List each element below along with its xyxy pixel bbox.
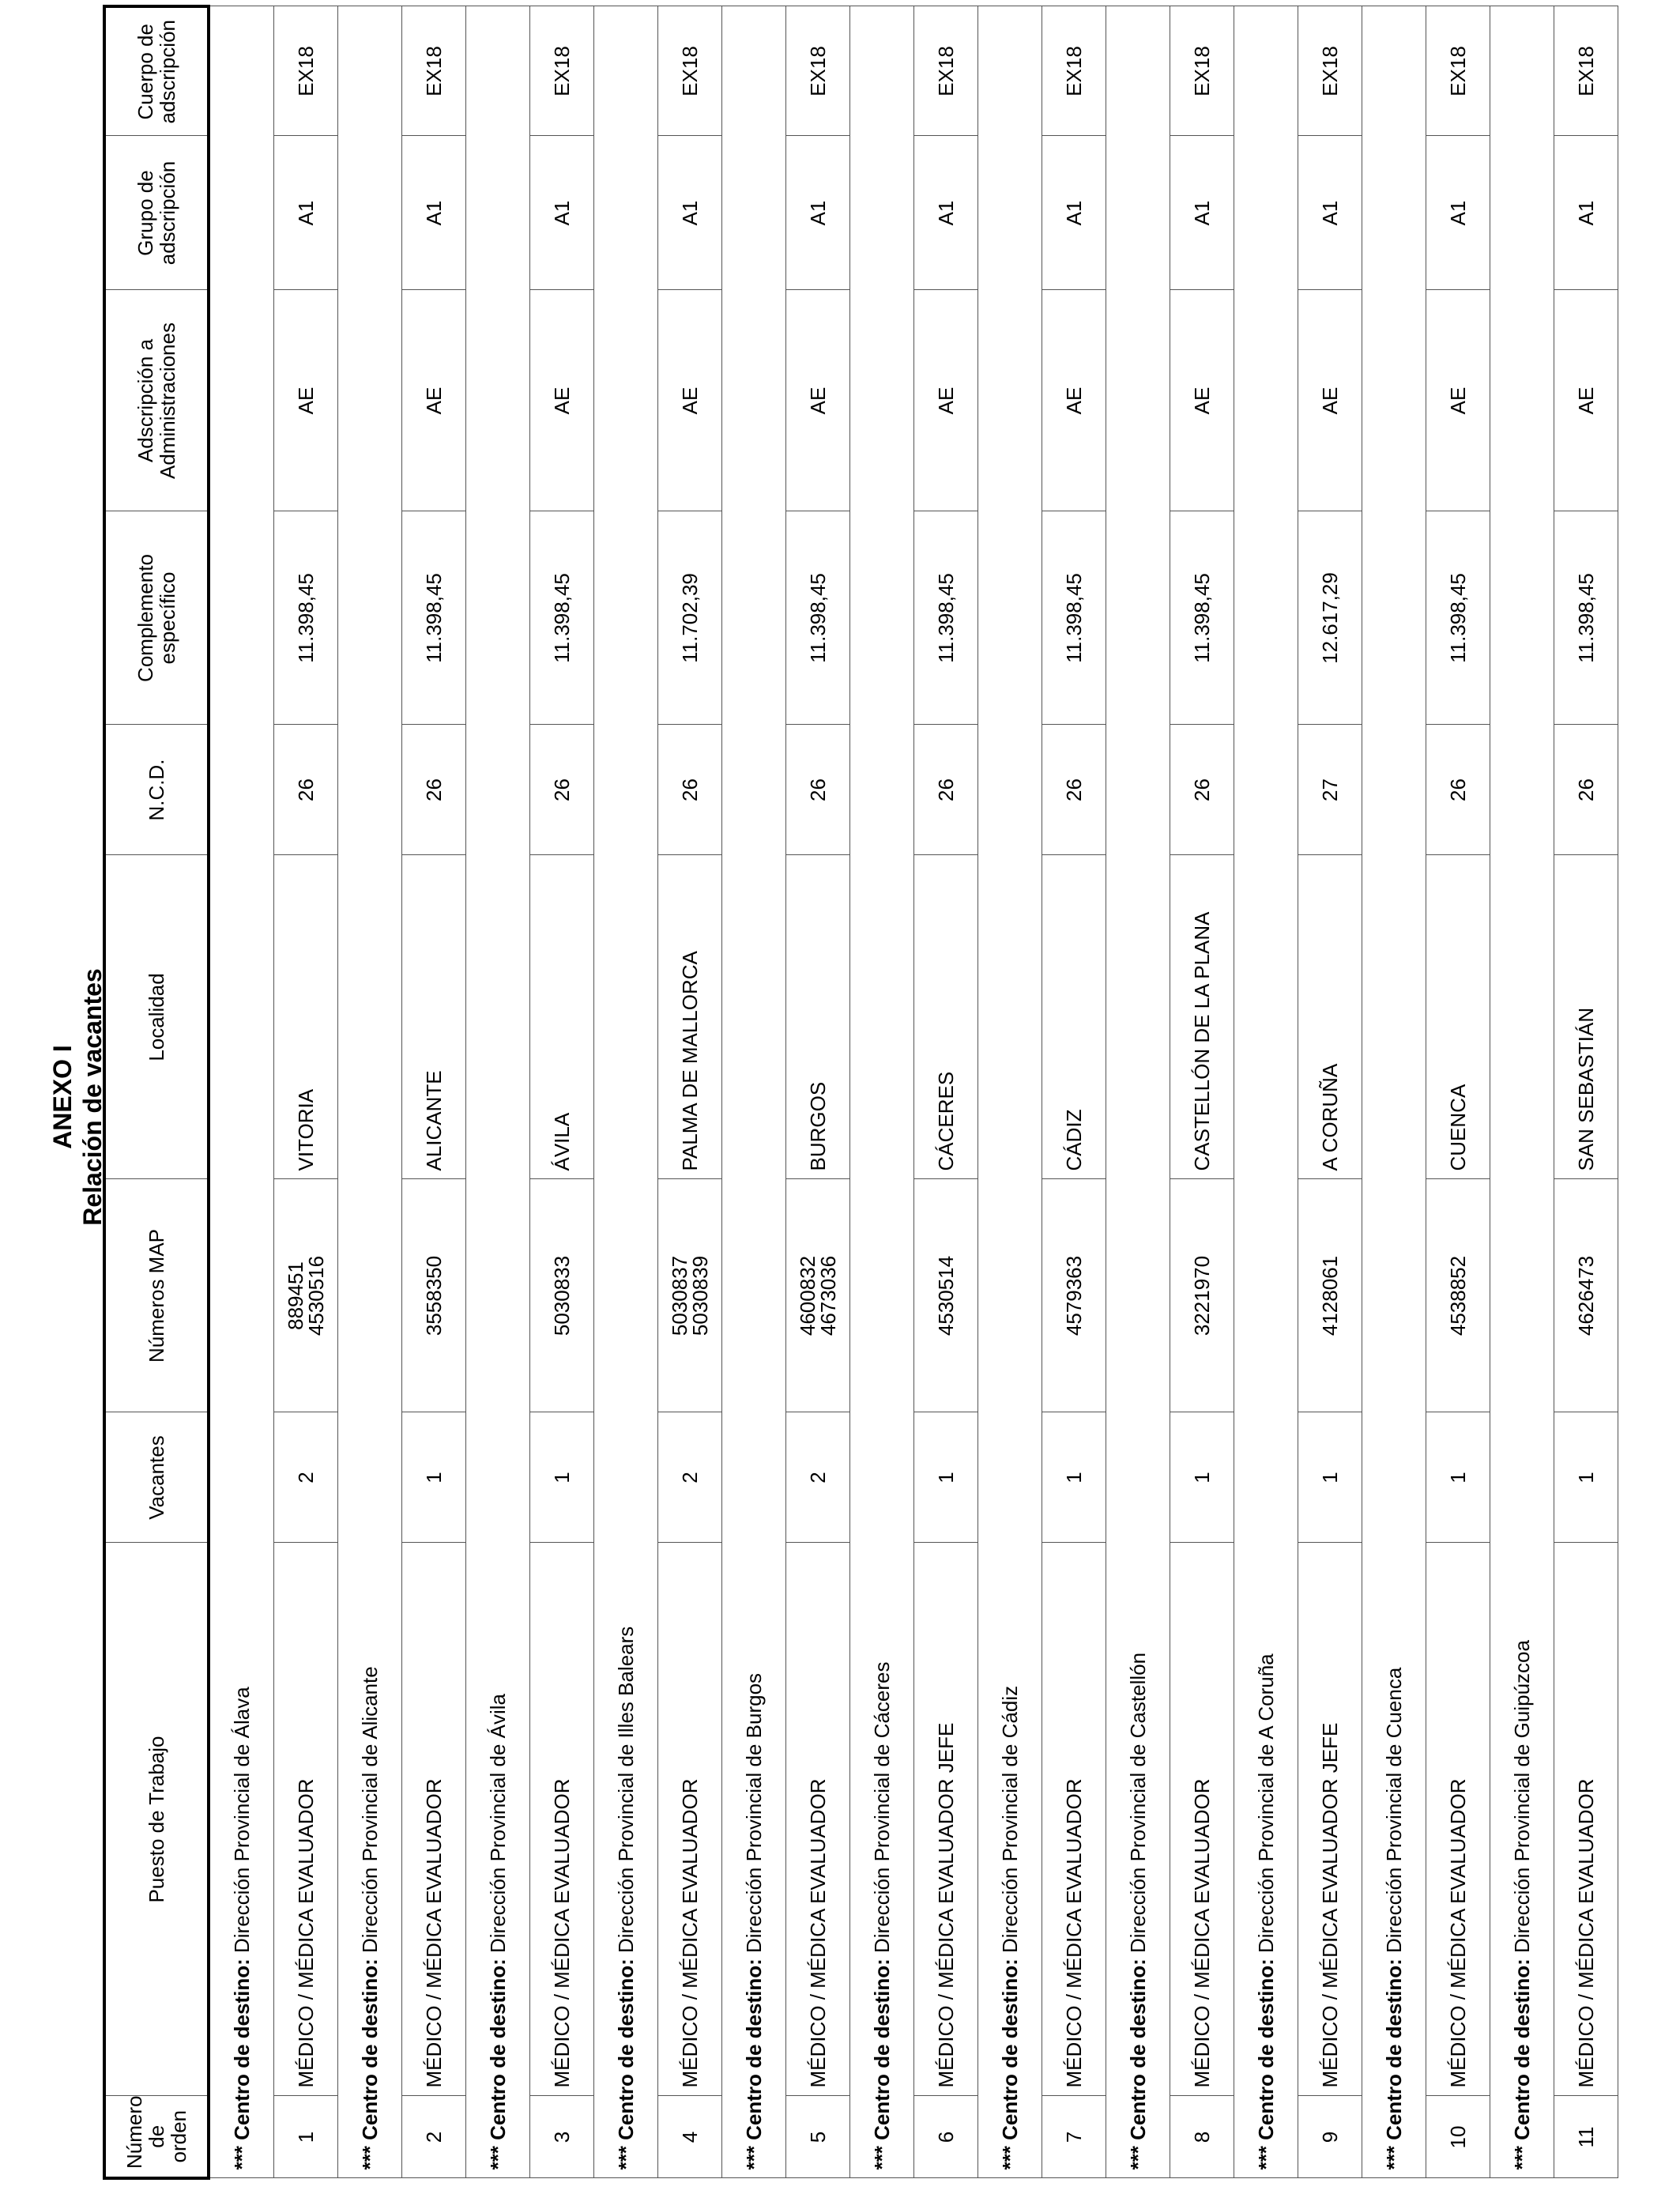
cell-adscripcion: AE — [1426, 290, 1490, 511]
cell-adscripcion: AE — [914, 290, 978, 511]
cell-puesto: MÉDICO / MÉDICA EVALUADOR JEFE — [1298, 1543, 1362, 2096]
center-name: Dirección Provincial de Cáceres — [870, 1661, 894, 1953]
map-number: 3221970 — [1190, 1255, 1214, 1336]
cell-complemento: 11.398,45 — [1554, 511, 1618, 725]
center-row — [850, 6, 914, 2178]
center-prefix: *** — [742, 2146, 766, 2170]
cell-map — [658, 1179, 722, 1412]
table-row — [530, 6, 594, 2178]
center-row — [209, 6, 274, 2178]
cell-localidad: A CORUÑA — [1298, 855, 1362, 1179]
center-name: Dirección Provincial de Ávila — [486, 1693, 510, 1953]
cell-puesto: MÉDICO / MÉDICA EVALUADOR — [1042, 1543, 1106, 2096]
center-cell — [1234, 6, 1298, 2178]
column-header: Localidad — [104, 855, 209, 1179]
map-number: 5030839 — [688, 1255, 712, 1336]
center-label: Centro de destino: — [1126, 1958, 1150, 2140]
map-number: 4626473 — [1574, 1255, 1598, 1336]
cell-ncd: 26 — [274, 725, 338, 855]
center-cell — [594, 6, 658, 2178]
center-name: Dirección Provincial de Burgos — [742, 1672, 766, 1953]
cell-complemento: 11.398,45 — [274, 511, 338, 725]
map-number: 4530516 — [304, 1255, 328, 1336]
cell-orden: 1 — [274, 2096, 338, 2178]
center-cell — [338, 6, 402, 2178]
cell-complemento: 11.398,45 — [1426, 511, 1490, 725]
cell-grupo: A1 — [1426, 136, 1490, 290]
cell-grupo: A1 — [402, 136, 466, 290]
cell-localidad: PALMA DE MALLORCA — [658, 855, 722, 1179]
center-row — [978, 6, 1042, 2178]
cell-adscripcion: AE — [1554, 290, 1618, 511]
cell-puesto: MÉDICO / MÉDICA EVALUADOR — [274, 1543, 338, 2096]
center-cell — [978, 6, 1042, 2178]
cell-localidad: BURGOS — [786, 855, 850, 1179]
center-prefix: *** — [1382, 2146, 1406, 2170]
table-row — [1170, 6, 1234, 2178]
map-number: 889451 — [284, 1261, 307, 1330]
center-row — [1234, 6, 1298, 2178]
cell-grupo: A1 — [274, 136, 338, 290]
map-number: 3558350 — [422, 1255, 446, 1336]
center-cell — [722, 6, 786, 2178]
map-number: 4673036 — [816, 1255, 840, 1336]
center-prefix: *** — [870, 2146, 894, 2170]
center-row — [594, 6, 658, 2178]
table-header-row — [104, 6, 209, 2178]
cell-map — [1170, 1179, 1234, 1412]
column-header: Vacantes — [104, 1412, 209, 1543]
center-row — [1106, 6, 1170, 2178]
cell-ncd: 26 — [530, 725, 594, 855]
cell-adscripcion: AE — [786, 290, 850, 511]
map-number: 4600832 — [796, 1255, 819, 1336]
cell-vacantes: 2 — [274, 1412, 338, 1543]
cell-map — [1042, 1179, 1106, 1412]
cell-ncd: 26 — [1170, 725, 1234, 855]
cell-localidad: SAN SEBASTIÁN — [1554, 855, 1618, 1179]
center-cell — [209, 6, 274, 2178]
cell-adscripcion: AE — [1298, 290, 1362, 511]
map-number: 5030833 — [550, 1255, 574, 1336]
center-cell — [1362, 6, 1426, 2178]
table-body — [209, 6, 1618, 2178]
map-number: 4579363 — [1062, 1255, 1086, 1336]
cell-grupo: A1 — [1042, 136, 1106, 290]
table-row — [1554, 6, 1618, 2178]
column-header: Adscripción a Administraciones — [104, 290, 209, 511]
cell-vacantes: 1 — [1042, 1412, 1106, 1543]
column-header: Cuerpo de adscripción — [104, 6, 209, 136]
cell-vacantes: 2 — [658, 1412, 722, 1543]
cell-cuerpo: EX18 — [530, 6, 594, 136]
center-label: Centro de destino: — [1254, 1958, 1278, 2140]
center-prefix: *** — [998, 2146, 1022, 2170]
table-row — [274, 6, 338, 2178]
center-label: Centro de destino: — [870, 1958, 894, 2140]
cell-ncd: 26 — [786, 725, 850, 855]
cell-vacantes: 1 — [530, 1412, 594, 1543]
center-name: Dirección Provincial de Guipúzcoa — [1510, 1640, 1534, 1953]
column-header: Número de orden — [104, 2096, 209, 2178]
cell-complemento: 11.398,45 — [1170, 511, 1234, 725]
table-row — [914, 6, 978, 2178]
cell-map — [1554, 1179, 1618, 1412]
cell-map — [786, 1179, 850, 1412]
cell-orden: 9 — [1298, 2096, 1362, 2178]
center-label: Centro de destino: — [614, 1958, 638, 2140]
cell-localidad: CASTELLÓN DE LA PLANA — [1170, 855, 1234, 1179]
map-number: 4128061 — [1318, 1255, 1342, 1336]
center-row — [1490, 6, 1554, 2178]
cell-localidad: ÁVILA — [530, 855, 594, 1179]
table-row — [1426, 6, 1490, 2178]
map-number: 5030837 — [668, 1255, 691, 1336]
cell-adscripcion: AE — [1042, 290, 1106, 511]
cell-grupo: A1 — [658, 136, 722, 290]
table-row — [786, 6, 850, 2178]
cell-complemento: 11.702,39 — [658, 511, 722, 725]
cell-grupo: A1 — [530, 136, 594, 290]
cell-localidad: VITORIA — [274, 855, 338, 1179]
cell-cuerpo: EX18 — [914, 6, 978, 136]
cell-grupo: A1 — [1170, 136, 1234, 290]
cell-cuerpo: EX18 — [274, 6, 338, 136]
center-cell — [466, 6, 530, 2178]
annex-title: ANEXO I — [48, 1045, 77, 1149]
cell-localidad: CÁDIZ — [1042, 855, 1106, 1179]
center-name: Dirección Provincial de Álava — [230, 1687, 254, 1953]
cell-vacantes: 1 — [1554, 1412, 1618, 1543]
cell-localidad: CÁCERES — [914, 855, 978, 1179]
cell-ncd: 26 — [1042, 725, 1106, 855]
cell-vacantes: 1 — [1298, 1412, 1362, 1543]
center-label: Centro de destino: — [742, 1958, 766, 2140]
cell-adscripcion: AE — [402, 290, 466, 511]
cell-cuerpo: EX18 — [1298, 6, 1362, 136]
cell-puesto: MÉDICO / MÉDICA EVALUADOR — [402, 1543, 466, 2096]
cell-vacantes: 1 — [1170, 1412, 1234, 1543]
center-label: Centro de destino: — [1382, 1958, 1406, 2140]
cell-adscripcion: AE — [1170, 290, 1234, 511]
cell-ncd: 26 — [658, 725, 722, 855]
cell-grupo: A1 — [1298, 136, 1362, 290]
cell-map — [1426, 1179, 1490, 1412]
cell-orden: 2 — [402, 2096, 466, 2178]
center-row — [722, 6, 786, 2178]
cell-complemento: 11.398,45 — [402, 511, 466, 725]
cell-grupo: A1 — [786, 136, 850, 290]
cell-puesto: MÉDICO / MÉDICA EVALUADOR — [658, 1543, 722, 2096]
column-header: Complemento específico — [104, 511, 209, 725]
cell-ncd: 26 — [1554, 725, 1618, 855]
center-name: Dirección Provincial de Illes Balears — [614, 1626, 638, 1953]
cell-vacantes: 1 — [402, 1412, 466, 1543]
cell-map — [402, 1179, 466, 1412]
cell-puesto: MÉDICO / MÉDICA EVALUADOR JEFE — [914, 1543, 978, 2096]
annex-subtitle: Relación de vacantes — [78, 968, 107, 1226]
center-name: Dirección Provincial de Alicante — [358, 1666, 382, 1953]
center-name: Dirección Provincial de Cuenca — [1382, 1667, 1406, 1953]
cell-adscripcion: AE — [530, 290, 594, 511]
cell-adscripcion: AE — [274, 290, 338, 511]
cell-map — [914, 1179, 978, 1412]
cell-map — [274, 1179, 338, 1412]
cell-puesto: MÉDICO / MÉDICA EVALUADOR — [1554, 1543, 1618, 2096]
column-header: N.C.D. — [104, 725, 209, 855]
map-number: 4530514 — [934, 1255, 958, 1336]
column-header: Números MAP — [104, 1179, 209, 1412]
table-row — [1298, 6, 1362, 2178]
column-header: Puesto de Trabajo — [104, 1543, 209, 2096]
cell-orden: 6 — [914, 2096, 978, 2178]
center-prefix: *** — [1510, 2146, 1534, 2170]
cell-grupo: A1 — [914, 136, 978, 290]
center-cell — [1106, 6, 1170, 2178]
cell-cuerpo: EX18 — [658, 6, 722, 136]
center-row — [466, 6, 530, 2178]
cell-puesto: MÉDICO / MÉDICA EVALUADOR — [530, 1543, 594, 2096]
cell-cuerpo: EX18 — [786, 6, 850, 136]
center-prefix: *** — [230, 2146, 254, 2170]
cell-orden: 11 — [1554, 2096, 1618, 2178]
title-block — [47, 0, 107, 2194]
vacancies-table — [103, 5, 1618, 2180]
cell-orden: 3 — [530, 2096, 594, 2178]
center-cell — [850, 6, 914, 2178]
cell-complemento: 11.398,45 — [530, 511, 594, 725]
cell-cuerpo: EX18 — [402, 6, 466, 136]
cell-map — [1298, 1179, 1362, 1412]
center-prefix: *** — [486, 2146, 510, 2170]
cell-vacantes: 1 — [1426, 1412, 1490, 1543]
center-row — [338, 6, 402, 2178]
center-name: Dirección Provincial de Cádiz — [998, 1685, 1022, 1953]
cell-ncd: 27 — [1298, 725, 1362, 855]
cell-adscripcion: AE — [658, 290, 722, 511]
cell-map — [530, 1179, 594, 1412]
table-row — [658, 6, 722, 2178]
cell-orden: 4 — [658, 2096, 722, 2178]
center-name: Dirección Provincial de A Coruña — [1254, 1653, 1278, 1953]
cell-cuerpo: EX18 — [1554, 6, 1618, 136]
cell-orden: 7 — [1042, 2096, 1106, 2178]
cell-puesto: MÉDICO / MÉDICA EVALUADOR — [1426, 1543, 1490, 2096]
center-prefix: *** — [1126, 2146, 1150, 2170]
cell-vacantes: 2 — [786, 1412, 850, 1543]
column-header: Grupo de adscripción — [104, 136, 209, 290]
cell-cuerpo: EX18 — [1426, 6, 1490, 136]
center-prefix: *** — [358, 2146, 382, 2170]
center-label: Centro de destino: — [486, 1958, 510, 2140]
cell-complemento: 11.398,45 — [914, 511, 978, 725]
cell-cuerpo: EX18 — [1042, 6, 1106, 136]
cell-localidad: ALICANTE — [402, 855, 466, 1179]
center-label: Centro de destino: — [230, 1958, 254, 2140]
table-row — [402, 6, 466, 2178]
cell-complemento: 12.617,29 — [1298, 511, 1362, 725]
center-name: Dirección Provincial de Castellón — [1126, 1652, 1150, 1953]
cell-orden: 10 — [1426, 2096, 1490, 2178]
cell-orden: 5 — [786, 2096, 850, 2178]
cell-vacantes: 1 — [914, 1412, 978, 1543]
center-prefix: *** — [1254, 2146, 1278, 2170]
center-label: Centro de destino: — [358, 1958, 382, 2140]
cell-grupo: A1 — [1554, 136, 1618, 290]
cell-ncd: 26 — [914, 725, 978, 855]
center-row — [1362, 6, 1426, 2178]
cell-localidad: CUENCA — [1426, 855, 1490, 1179]
cell-cuerpo: EX18 — [1170, 6, 1234, 136]
cell-puesto: MÉDICO / MÉDICA EVALUADOR — [1170, 1543, 1234, 2096]
center-cell — [1490, 6, 1554, 2178]
cell-orden: 8 — [1170, 2096, 1234, 2178]
cell-ncd: 26 — [1426, 725, 1490, 855]
table-row — [1042, 6, 1106, 2178]
center-prefix: *** — [614, 2146, 638, 2170]
cell-complemento: 11.398,45 — [1042, 511, 1106, 725]
center-label: Centro de destino: — [998, 1958, 1022, 2140]
cell-puesto: MÉDICO / MÉDICA EVALUADOR — [786, 1543, 850, 2096]
cell-complemento: 11.398,45 — [786, 511, 850, 725]
center-label: Centro de destino: — [1510, 1958, 1534, 2140]
map-number: 4538852 — [1446, 1255, 1470, 1336]
cell-ncd: 26 — [402, 725, 466, 855]
